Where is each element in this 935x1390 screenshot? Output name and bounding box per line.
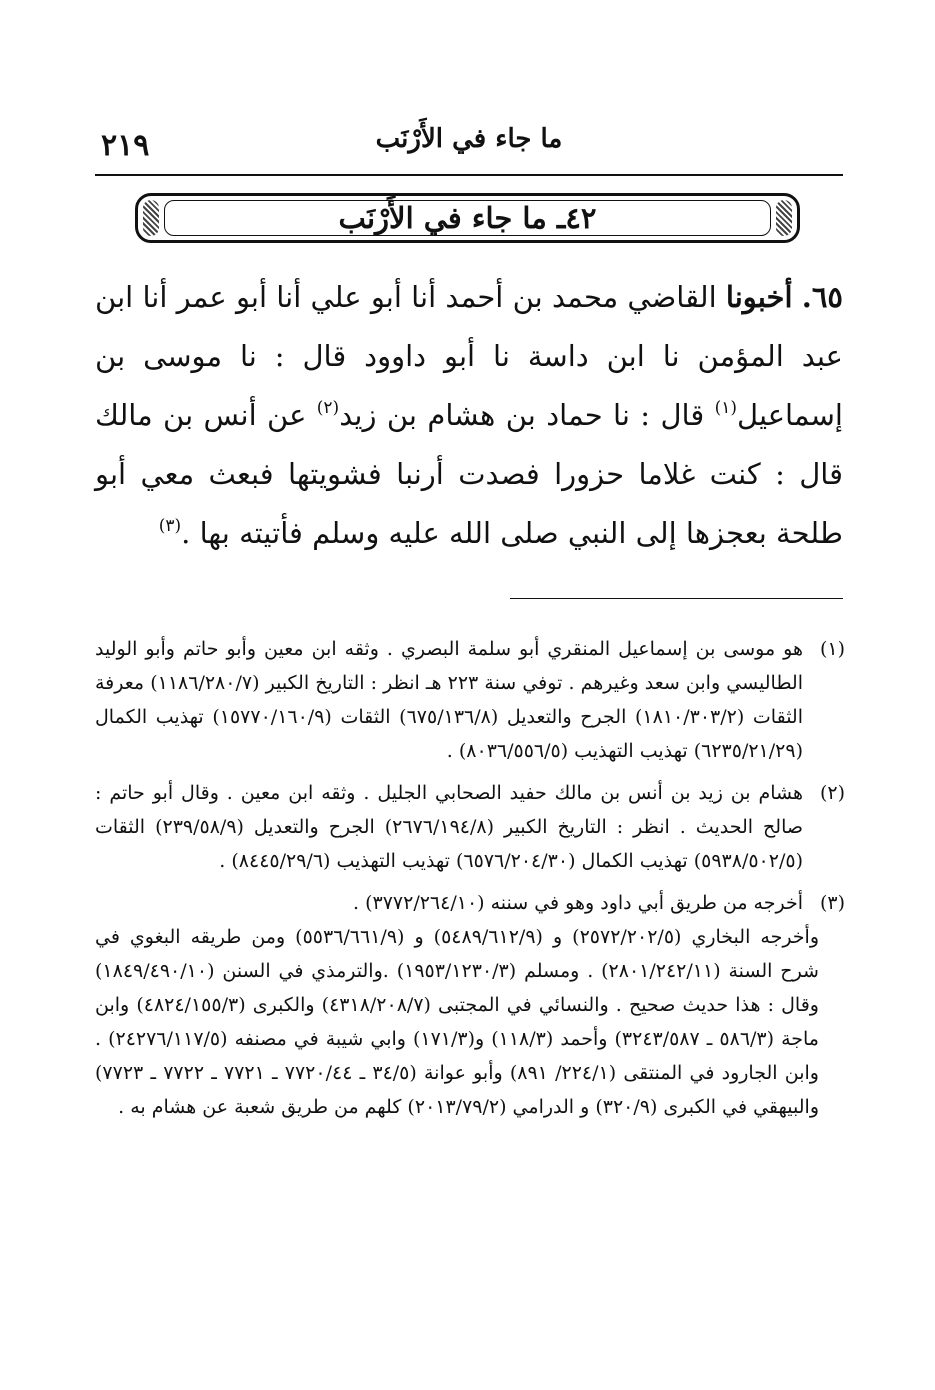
page-number: ٢١٩: [101, 128, 150, 163]
hadith-text: [95, 268, 843, 563]
running-header: [95, 118, 843, 176]
banner-ornament-left: [143, 200, 159, 236]
footnote-text-3: أخرجه من طريق أبي داود وهو في سننه (٣٧٧٢/٢٦٤/١٠) .: [353, 892, 803, 914]
footnote-3-continuation: وأخرجه البخاري (٢٥٧٢/٢٠٢/٥) و (٥٤٨٩/٦١٢/٩) و (٥٥٣٦/٦٦١/٩) ومن طريقه البغوي في شرح السنة (٢٨٠١/٢٤٢/١١) . ومسلم (١٩٥٣/١٢٣٠/٣) .والترمذي في السنن (١٨٤٩/٤٩٠/١٠) وقال : هذا حديث صحيح . والنسائي في المجتبى (٤٣١٨/٢٠٨/٧) والكبرى (٤٨٢٤/١٥٥/٣) وابن ماجة (٥٨٦/٣ ـ ٣٢٤٣/٥٨٧) وأحمد (١١٨/٣) و(١٧١/٣) وابي شيبة في مصنفه (٢٤٢٧٦/١١٧/٥) . وابن الجارود في المنتقى (٢٢٤/١/ ٨٩١) وأبو عوانة (٣٤/٥ ـ ٧٧٢٠/٤٤ ـ ٧٧٢١ ـ ٧٧٢٢ ـ ٧٧٢٣) والبيهقي في الكبرى (٣٢٠/٩) و الدرامي (٢٠١٣/٧٩/٢) كلهم من طريق شعبة عن هشام به .: [95, 926, 819, 1118]
hadith-text-part-3: عن أنس بن مالك قال : كنت غلاما حزورا فصدت أرنبا فشويتها فبعث معي أبو طلحة بعجزها إلى النبي صلى الله عليه وسلم فأتيته بها .: [95, 398, 843, 550]
footnotes: [95, 632, 845, 1124]
footnote-ref-3[interactable]: (٣): [158, 516, 182, 536]
footnote-mark-3: (٣): [819, 892, 845, 914]
footnote-mark-2: (٢): [819, 782, 845, 804]
footnote-ref-2[interactable]: (٢): [316, 398, 340, 418]
hadith-text-part-2: قال : نا حماد بن هشام بن زيد: [339, 398, 715, 432]
footnote-text-2: هشام بن زيد بن أنس بن مالك حفيد الصحابي الجليل . وثقه ابن معين . وقال أبو حاتم : صالح الحديث . انظر : التاريخ الكبير (٢٦٧٦/١٩٤/٨) الجرح والتعديل (٢٣٩/٥٨/٩) الثقات (٥٩٣٨/٥٠٢/٥) تهذيب الكمال (٦٥٧٦/٢٠٤/٣٠) تهذيب التهذيب (٨٤٤٥/٢٩/٦) .: [95, 782, 803, 872]
header-rule: [95, 174, 843, 176]
banner-ornament-right: [776, 200, 792, 236]
footnote-2: [95, 776, 845, 878]
hadith-text-part-1: القاضي محمد بن أحمد أنا أبو علي أنا أبو عمر أنا ابن عبد المؤمن نا ابن داسة نا أبو داوود قال : نا موسى بن إسماعيل: [95, 280, 843, 432]
footnote-separator: [510, 598, 843, 599]
running-title: ما جاء في الأَرْنَب: [375, 124, 563, 154]
chapter-title: ٤٢ـ ما جاء في الأَرْنَب: [338, 201, 597, 235]
chapter-banner: [135, 193, 800, 243]
footnote-ref-1[interactable]: (١): [714, 398, 738, 418]
footnote-mark-1: (١): [819, 638, 845, 660]
footnote-text-1: هو موسى بن إسماعيل المنقري أبو سلمة البصري . وثقه ابن معين وأبو حاتم وأبو الوليد الطاليسي وابن سعد وغيرهم . توفي سنة ٢٢٣ هـ انظر : التاريخ الكبير (١١٨٦/٢٨٠/٧) معرفة الثقات (١٨١٠/٣٠٣/٢) الجرح والتعديل (٦٧٥/١٣٦/٨) الثقات (١٥٧٧٠/١٦٠/٩) تهذيب الكمال (٦٢٣٥/٢١/٢٩) تهذيب التهذيب (٨٠٣٦/٥٥٦/٥) .: [95, 638, 803, 762]
hadith-number: ٦٥.: [801, 280, 844, 314]
hadith-lead-word: أخبونا: [725, 280, 793, 314]
footnote-3: [95, 886, 845, 920]
footnote-1: [95, 632, 845, 768]
